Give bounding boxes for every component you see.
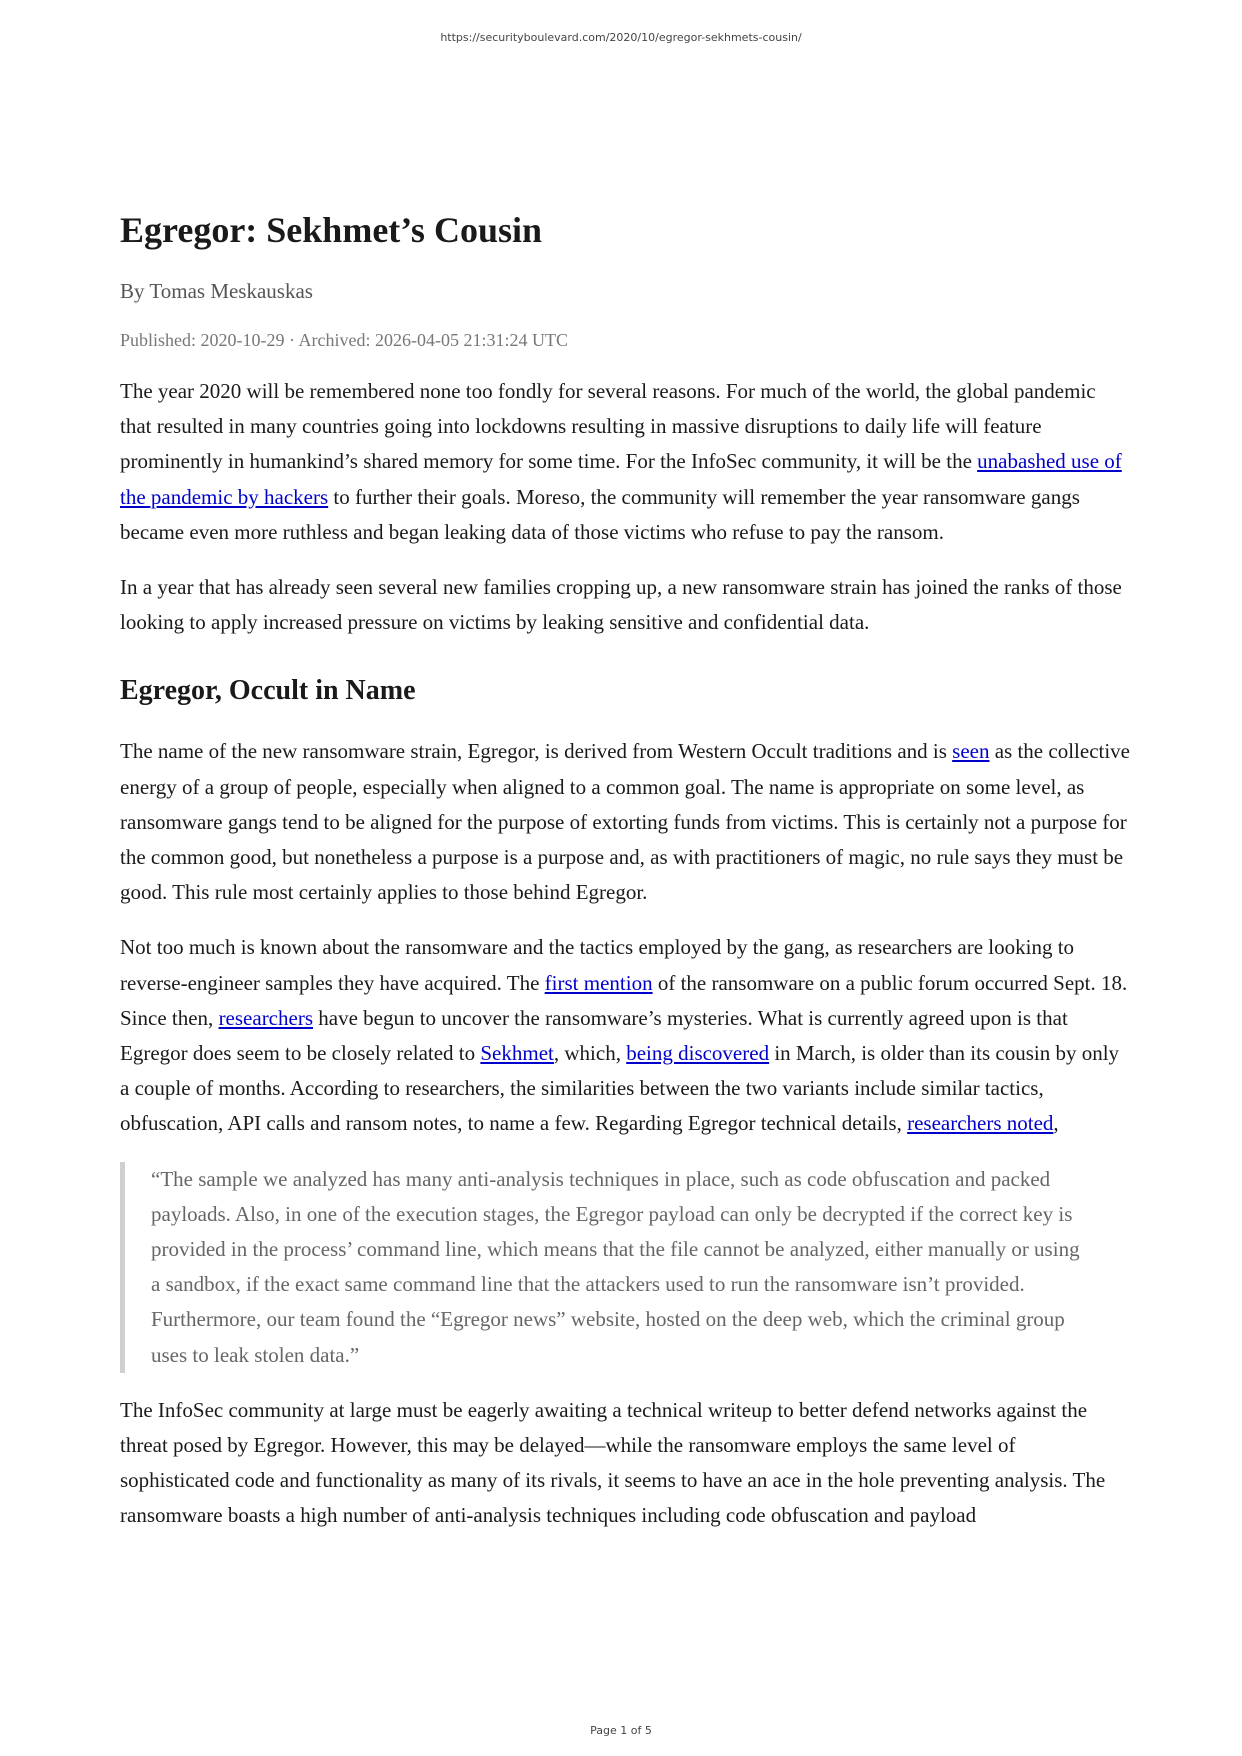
link-seen[interactable]: seen	[952, 739, 990, 764]
article-byline: By Tomas Meskauskas	[120, 279, 313, 303]
researcher-quote: “The sample we analyzed has many anti-analysis techniques in place, such as code obfuscation and packed payloads. Also, in one of the execution stages, the Egregor payload can only be decrypted if the correct key is provided in the process’ command line, which means that the file cannot be analyzed, either manually or using a sandbox, if the exact same command line that the attackers used to run the ransomware isn’t provided. Furthermore, our team found the “Egregor news” website, hosted on the deep web, which the criminal group uses to leak stolen data.”	[120, 1162, 1130, 1373]
paragraph-new-strain: In a year that has already seen several new families cropping up, a new ransomware strain has joined the ranks of those looking to apply increased pressure on victims by leaking sensitive and confidential data.	[120, 575, 1122, 635]
page-url-header: https://securityboulevard.com/2020/10/egregor-sekhmets-cousin/	[440, 31, 802, 44]
article-title: Egregor: Sekhmet’s Cousin	[120, 210, 542, 250]
link-being-discovered[interactable]: being discovered	[626, 1041, 770, 1066]
paragraph-infosec-community: The InfoSec community at large must be eagerly awaiting a technical writeup to better defend networks against the threat posed by Egregor. However, this may be delayed—while the ransomware employs the same level of sophisticated code and functionality as many of its rivals, it seems to have an ace in the hole preventing analysis. The ransomware boasts a high number of anti-analysis techniques including code obfuscation and payload	[120, 1397, 1106, 1528]
paragraph-name-origin: The name of the new ransomware strain, Egregor, is derived from Western Occult traditions and is seen as the collective energy of a group of people, especially when aligned to a common goal. The name is appropriate on some level, as ransomware gangs tend to be aligned for the purpose of extorting funds from victims. This is certainly not a purpose for the common good, but nonetheless a purpose is a purpose and, as with practitioners of magic, no rule says they must be good. This rule most certainly applies to those behind Egregor.	[120, 739, 1131, 905]
link-researchers-noted[interactable]: researchers noted	[907, 1111, 1054, 1136]
paragraph-research: Not too much is known about the ransomware and the tactics employed by the gang, as researchers are looking to reverse-engineer samples they have acquired. The first mention of the ransomware on a public forum occurred Sept. 18. Since then, researchers have begun to uncover the ransomware’s mysteries. What is currently agreed upon is that Egregor does seem to be closely related to Sekhmet, which, being discovered in March, is older than its cousin by only a couple of months. According to researchers, the similarities between the two variants include similar tactics, obfuscation, API calls and ransom notes, to name a few. Regarding Egregor technical details, researchers noted,	[120, 935, 1128, 1136]
page-number-footer: Page 1 of 5	[590, 1724, 652, 1737]
paragraph-intro: The year 2020 will be remembered none too fondly for several reasons. For much of the world, the global pandemic that resulted in many countries going into lockdowns resulting in massive disruptions to daily life will feature prominently in humankind’s shared memory for some time. For the InfoSec community, it will be the unabashed use of the pandemic by hackers to further their goals. Moreso, the community will remember the year ransomware gangs became even more ruthless and began leaking data of those victims who refuse to pay the ransom.	[120, 379, 1122, 544]
link-sekhmet[interactable]: Sekhmet	[480, 1041, 554, 1066]
link-pandemic-hackers[interactable]: unabashed use of the pandemic by hackers	[120, 449, 1122, 509]
article-meta: Published: 2020-10-29 · Archived: 2026-04-05 21:31:24 UTC	[120, 330, 568, 350]
section-heading-occult: Egregor, Occult in Name	[120, 675, 416, 707]
article	[120, 210, 1130, 1534]
link-first-mention[interactable]: first mention	[544, 970, 653, 995]
link-researchers[interactable]: researchers	[218, 1005, 313, 1030]
